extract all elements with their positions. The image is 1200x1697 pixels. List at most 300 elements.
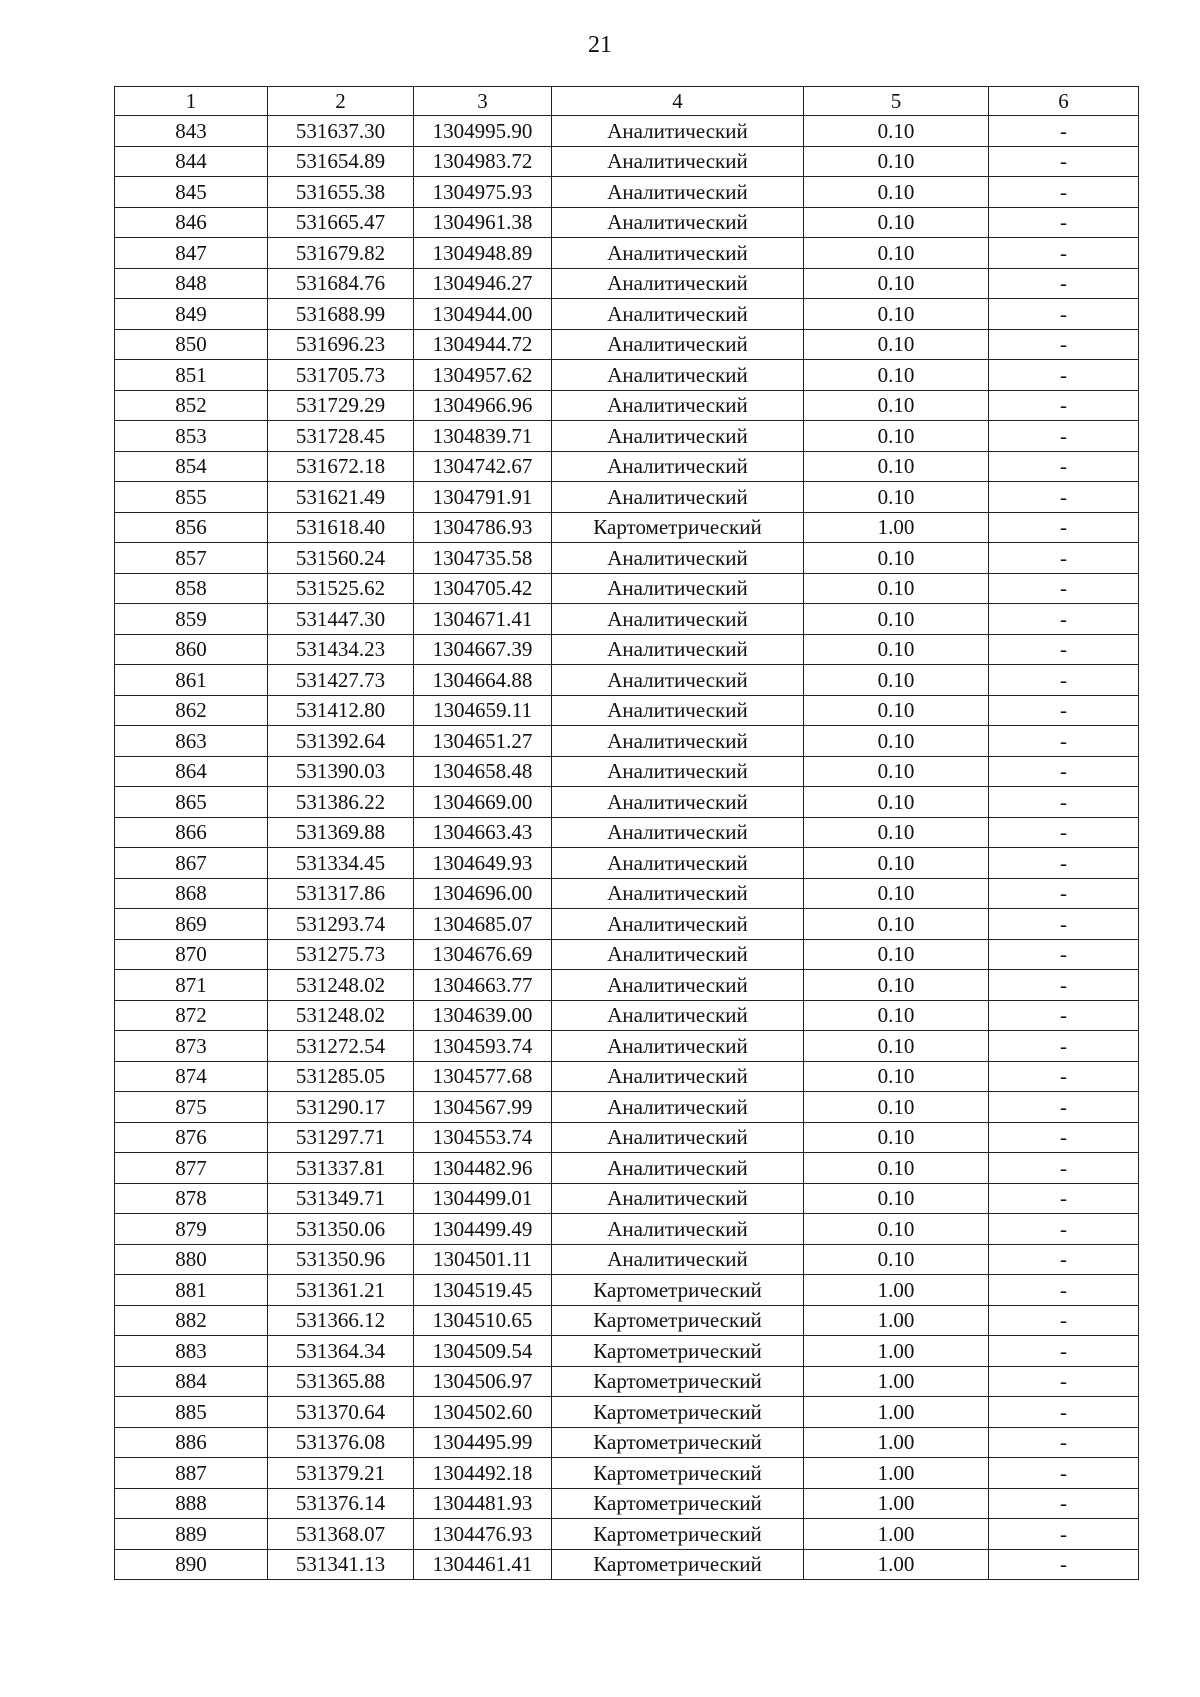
method-cell: Аналитический (552, 939, 804, 970)
table-row (115, 1549, 1139, 1580)
y-coordinate-cell: 1304742.67 (414, 451, 552, 482)
x-coordinate-cell: 531655.38 (268, 177, 414, 208)
y-coordinate-cell: 1304791.91 (414, 482, 552, 513)
table-row (115, 1519, 1139, 1550)
accuracy-cell: 0.10 (804, 1031, 989, 1062)
note-cell: - (989, 573, 1139, 604)
x-coordinate-cell: 531688.99 (268, 299, 414, 330)
x-coordinate-cell: 531654.89 (268, 146, 414, 177)
point-number-cell: 869 (115, 909, 268, 940)
accuracy-cell: 0.10 (804, 1122, 989, 1153)
x-coordinate-cell: 531525.62 (268, 573, 414, 604)
point-number-cell: 861 (115, 665, 268, 696)
point-number-cell: 867 (115, 848, 268, 879)
x-coordinate-cell: 531621.49 (268, 482, 414, 513)
accuracy-cell: 0.10 (804, 665, 989, 696)
x-coordinate-cell: 531392.64 (268, 726, 414, 757)
accuracy-cell: 1.00 (804, 1458, 989, 1489)
accuracy-cell: 0.10 (804, 421, 989, 452)
x-coordinate-cell: 531297.71 (268, 1122, 414, 1153)
y-coordinate-cell: 1304659.11 (414, 695, 552, 726)
note-cell: - (989, 1275, 1139, 1306)
point-number-cell: 859 (115, 604, 268, 635)
note-cell: - (989, 1427, 1139, 1458)
column-header: 1 (115, 87, 268, 116)
accuracy-cell: 1.00 (804, 1427, 989, 1458)
x-coordinate-cell: 531293.74 (268, 909, 414, 940)
method-cell: Картометрический (552, 1427, 804, 1458)
method-cell: Аналитический (552, 360, 804, 391)
point-number-cell: 853 (115, 421, 268, 452)
note-cell: - (989, 878, 1139, 909)
accuracy-cell: 0.10 (804, 878, 989, 909)
accuracy-cell: 0.10 (804, 1183, 989, 1214)
table-row (115, 360, 1139, 391)
note-cell: - (989, 1244, 1139, 1275)
point-number-cell: 868 (115, 878, 268, 909)
y-coordinate-cell: 1304509.54 (414, 1336, 552, 1367)
y-coordinate-cell: 1304669.00 (414, 787, 552, 818)
y-coordinate-cell: 1304499.49 (414, 1214, 552, 1245)
table-row (115, 573, 1139, 604)
y-coordinate-cell: 1304663.77 (414, 970, 552, 1001)
point-number-cell: 851 (115, 360, 268, 391)
y-coordinate-cell: 1304995.90 (414, 116, 552, 147)
method-cell: Аналитический (552, 177, 804, 208)
y-coordinate-cell: 1304492.18 (414, 1458, 552, 1489)
method-cell: Аналитический (552, 665, 804, 696)
accuracy-cell: 0.10 (804, 909, 989, 940)
table-row (115, 787, 1139, 818)
point-number-cell: 848 (115, 268, 268, 299)
x-coordinate-cell: 531729.29 (268, 390, 414, 421)
method-cell: Аналитический (552, 390, 804, 421)
note-cell: - (989, 451, 1139, 482)
method-cell: Аналитический (552, 146, 804, 177)
y-coordinate-cell: 1304685.07 (414, 909, 552, 940)
note-cell: - (989, 1305, 1139, 1336)
method-cell: Аналитический (552, 1092, 804, 1123)
table-row (115, 1092, 1139, 1123)
table-row (115, 1305, 1139, 1336)
table-row (115, 1275, 1139, 1306)
table-row (115, 299, 1139, 330)
point-number-cell: 854 (115, 451, 268, 482)
method-cell: Аналитический (552, 604, 804, 635)
note-cell: - (989, 909, 1139, 940)
coordinates-table (114, 86, 1139, 1580)
accuracy-cell: 0.10 (804, 329, 989, 360)
point-number-cell: 877 (115, 1153, 268, 1184)
accuracy-cell: 1.00 (804, 1366, 989, 1397)
y-coordinate-cell: 1304495.99 (414, 1427, 552, 1458)
note-cell: - (989, 543, 1139, 574)
column-header: 3 (414, 87, 552, 116)
table-row (115, 207, 1139, 238)
x-coordinate-cell: 531705.73 (268, 360, 414, 391)
x-coordinate-cell: 531379.21 (268, 1458, 414, 1489)
method-cell: Аналитический (552, 207, 804, 238)
method-cell: Картометрический (552, 1549, 804, 1580)
note-cell: - (989, 848, 1139, 879)
note-cell: - (989, 1092, 1139, 1123)
table-row (115, 1061, 1139, 1092)
column-header: 5 (804, 87, 989, 116)
accuracy-cell: 0.10 (804, 756, 989, 787)
note-cell: - (989, 665, 1139, 696)
method-cell: Картометрический (552, 1519, 804, 1550)
method-cell: Аналитический (552, 634, 804, 665)
y-coordinate-cell: 1304667.39 (414, 634, 552, 665)
x-coordinate-cell: 531337.81 (268, 1153, 414, 1184)
accuracy-cell: 0.10 (804, 1244, 989, 1275)
note-cell: - (989, 695, 1139, 726)
accuracy-cell: 0.10 (804, 939, 989, 970)
accuracy-cell: 0.10 (804, 299, 989, 330)
table-row (115, 726, 1139, 757)
method-cell: Аналитический (552, 878, 804, 909)
point-number-cell: 864 (115, 756, 268, 787)
table-row (115, 634, 1139, 665)
table-row (115, 1244, 1139, 1275)
method-cell: Аналитический (552, 1153, 804, 1184)
method-cell: Аналитический (552, 1214, 804, 1245)
table-body (115, 116, 1139, 1580)
point-number-cell: 863 (115, 726, 268, 757)
accuracy-cell: 1.00 (804, 1305, 989, 1336)
table-row (115, 878, 1139, 909)
y-coordinate-cell: 1304839.71 (414, 421, 552, 452)
method-cell: Аналитический (552, 909, 804, 940)
method-cell: Аналитический (552, 451, 804, 482)
y-coordinate-cell: 1304502.60 (414, 1397, 552, 1428)
accuracy-cell: 0.10 (804, 1000, 989, 1031)
point-number-cell: 880 (115, 1244, 268, 1275)
x-coordinate-cell: 531672.18 (268, 451, 414, 482)
x-coordinate-cell: 531275.73 (268, 939, 414, 970)
y-coordinate-cell: 1304696.00 (414, 878, 552, 909)
point-number-cell: 878 (115, 1183, 268, 1214)
table-row (115, 1336, 1139, 1367)
note-cell: - (989, 268, 1139, 299)
accuracy-cell: 0.10 (804, 1214, 989, 1245)
y-coordinate-cell: 1304705.42 (414, 573, 552, 604)
point-number-cell: 887 (115, 1458, 268, 1489)
x-coordinate-cell: 531361.21 (268, 1275, 414, 1306)
method-cell: Аналитический (552, 848, 804, 879)
x-coordinate-cell: 531412.80 (268, 695, 414, 726)
x-coordinate-cell: 531317.86 (268, 878, 414, 909)
table-row (115, 1183, 1139, 1214)
accuracy-cell: 0.10 (804, 634, 989, 665)
point-number-cell: 888 (115, 1488, 268, 1519)
table-row (115, 1366, 1139, 1397)
y-coordinate-cell: 1304944.00 (414, 299, 552, 330)
method-cell: Аналитический (552, 1031, 804, 1062)
x-coordinate-cell: 531665.47 (268, 207, 414, 238)
y-coordinate-cell: 1304983.72 (414, 146, 552, 177)
y-coordinate-cell: 1304553.74 (414, 1122, 552, 1153)
point-number-cell: 856 (115, 512, 268, 543)
method-cell: Картометрический (552, 1275, 804, 1306)
accuracy-cell: 0.10 (804, 970, 989, 1001)
note-cell: - (989, 1183, 1139, 1214)
accuracy-cell: 0.10 (804, 451, 989, 482)
table-row (115, 451, 1139, 482)
point-number-cell: 883 (115, 1336, 268, 1367)
note-cell: - (989, 1336, 1139, 1367)
table-row (115, 329, 1139, 360)
x-coordinate-cell: 531334.45 (268, 848, 414, 879)
table-row (115, 482, 1139, 513)
y-coordinate-cell: 1304664.88 (414, 665, 552, 696)
method-cell: Аналитический (552, 268, 804, 299)
accuracy-cell: 0.10 (804, 1092, 989, 1123)
note-cell: - (989, 299, 1139, 330)
note-cell: - (989, 360, 1139, 391)
note-cell: - (989, 726, 1139, 757)
method-cell: Картометрический (552, 1336, 804, 1367)
page-number: 21 (588, 32, 612, 58)
table-row (115, 1427, 1139, 1458)
note-cell: - (989, 1397, 1139, 1428)
table-row (115, 1153, 1139, 1184)
x-coordinate-cell: 531376.08 (268, 1427, 414, 1458)
y-coordinate-cell: 1304735.58 (414, 543, 552, 574)
accuracy-cell: 1.00 (804, 1397, 989, 1428)
y-coordinate-cell: 1304506.97 (414, 1366, 552, 1397)
note-cell: - (989, 116, 1139, 147)
accuracy-cell: 0.10 (804, 482, 989, 513)
accuracy-cell: 0.10 (804, 146, 989, 177)
note-cell: - (989, 1153, 1139, 1184)
table-row (115, 604, 1139, 635)
table-header-row (115, 87, 1139, 116)
table-row (115, 1122, 1139, 1153)
point-number-cell: 882 (115, 1305, 268, 1336)
method-cell: Аналитический (552, 970, 804, 1001)
method-cell: Аналитический (552, 543, 804, 574)
note-cell: - (989, 146, 1139, 177)
y-coordinate-cell: 1304501.11 (414, 1244, 552, 1275)
note-cell: - (989, 1549, 1139, 1580)
accuracy-cell: 1.00 (804, 1275, 989, 1306)
y-coordinate-cell: 1304948.89 (414, 238, 552, 269)
note-cell: - (989, 634, 1139, 665)
x-coordinate-cell: 531386.22 (268, 787, 414, 818)
x-coordinate-cell: 531365.88 (268, 1366, 414, 1397)
x-coordinate-cell: 531434.23 (268, 634, 414, 665)
y-coordinate-cell: 1304476.93 (414, 1519, 552, 1550)
note-cell: - (989, 1488, 1139, 1519)
y-coordinate-cell: 1304639.00 (414, 1000, 552, 1031)
x-coordinate-cell: 531369.88 (268, 817, 414, 848)
method-cell: Аналитический (552, 116, 804, 147)
note-cell: - (989, 207, 1139, 238)
table-row (115, 1000, 1139, 1031)
table-row (115, 1214, 1139, 1245)
method-cell: Аналитический (552, 573, 804, 604)
method-cell: Аналитический (552, 329, 804, 360)
accuracy-cell: 0.10 (804, 848, 989, 879)
method-cell: Аналитический (552, 299, 804, 330)
method-cell: Аналитический (552, 726, 804, 757)
point-number-cell: 889 (115, 1519, 268, 1550)
table-row (115, 817, 1139, 848)
accuracy-cell: 0.10 (804, 207, 989, 238)
note-cell: - (989, 177, 1139, 208)
y-coordinate-cell: 1304671.41 (414, 604, 552, 635)
accuracy-cell: 0.10 (804, 116, 989, 147)
x-coordinate-cell: 531684.76 (268, 268, 414, 299)
accuracy-cell: 0.10 (804, 390, 989, 421)
point-number-cell: 858 (115, 573, 268, 604)
note-cell: - (989, 817, 1139, 848)
accuracy-cell: 1.00 (804, 1549, 989, 1580)
point-number-cell: 845 (115, 177, 268, 208)
method-cell: Аналитический (552, 1061, 804, 1092)
table-row (115, 848, 1139, 879)
method-cell: Картометрический (552, 1458, 804, 1489)
y-coordinate-cell: 1304481.93 (414, 1488, 552, 1519)
note-cell: - (989, 1214, 1139, 1245)
y-coordinate-cell: 1304786.93 (414, 512, 552, 543)
x-coordinate-cell: 531285.05 (268, 1061, 414, 1092)
accuracy-cell: 1.00 (804, 1488, 989, 1519)
point-number-cell: 855 (115, 482, 268, 513)
point-number-cell: 886 (115, 1427, 268, 1458)
y-coordinate-cell: 1304975.93 (414, 177, 552, 208)
point-number-cell: 870 (115, 939, 268, 970)
y-coordinate-cell: 1304966.96 (414, 390, 552, 421)
accuracy-cell: 0.10 (804, 360, 989, 391)
table-row (115, 116, 1139, 147)
accuracy-cell: 0.10 (804, 1061, 989, 1092)
y-coordinate-cell: 1304649.93 (414, 848, 552, 879)
point-number-cell: 843 (115, 116, 268, 147)
table-row (115, 146, 1139, 177)
x-coordinate-cell: 531728.45 (268, 421, 414, 452)
x-coordinate-cell: 531447.30 (268, 604, 414, 635)
table-row (115, 1397, 1139, 1428)
note-cell: - (989, 512, 1139, 543)
y-coordinate-cell: 1304676.69 (414, 939, 552, 970)
method-cell: Аналитический (552, 1183, 804, 1214)
x-coordinate-cell: 531341.13 (268, 1549, 414, 1580)
x-coordinate-cell: 531696.23 (268, 329, 414, 360)
x-coordinate-cell: 531427.73 (268, 665, 414, 696)
table-row (115, 268, 1139, 299)
x-coordinate-cell: 531248.02 (268, 1000, 414, 1031)
y-coordinate-cell: 1304593.74 (414, 1031, 552, 1062)
x-coordinate-cell: 531272.54 (268, 1031, 414, 1062)
point-number-cell: 849 (115, 299, 268, 330)
y-coordinate-cell: 1304461.41 (414, 1549, 552, 1580)
method-cell: Картометрический (552, 1366, 804, 1397)
note-cell: - (989, 939, 1139, 970)
method-cell: Аналитический (552, 756, 804, 787)
accuracy-cell: 0.10 (804, 543, 989, 574)
note-cell: - (989, 390, 1139, 421)
note-cell: - (989, 329, 1139, 360)
method-cell: Аналитический (552, 1122, 804, 1153)
table-row (115, 1031, 1139, 1062)
x-coordinate-cell: 531290.17 (268, 1092, 414, 1123)
accuracy-cell: 0.10 (804, 695, 989, 726)
method-cell: Аналитический (552, 1000, 804, 1031)
note-cell: - (989, 421, 1139, 452)
note-cell: - (989, 1031, 1139, 1062)
method-cell: Аналитический (552, 1244, 804, 1275)
point-number-cell: 871 (115, 970, 268, 1001)
x-coordinate-cell: 531618.40 (268, 512, 414, 543)
point-number-cell: 847 (115, 238, 268, 269)
x-coordinate-cell: 531350.06 (268, 1214, 414, 1245)
method-cell: Аналитический (552, 817, 804, 848)
x-coordinate-cell: 531248.02 (268, 970, 414, 1001)
accuracy-cell: 0.10 (804, 787, 989, 818)
note-cell: - (989, 604, 1139, 635)
accuracy-cell: 1.00 (804, 1336, 989, 1367)
accuracy-cell: 0.10 (804, 268, 989, 299)
y-coordinate-cell: 1304944.72 (414, 329, 552, 360)
method-cell: Картометрический (552, 1488, 804, 1519)
y-coordinate-cell: 1304961.38 (414, 207, 552, 238)
x-coordinate-cell: 531560.24 (268, 543, 414, 574)
note-cell: - (989, 756, 1139, 787)
accuracy-cell: 0.10 (804, 177, 989, 208)
point-number-cell: 850 (115, 329, 268, 360)
x-coordinate-cell: 531376.14 (268, 1488, 414, 1519)
table-row (115, 1458, 1139, 1489)
point-number-cell: 872 (115, 1000, 268, 1031)
y-coordinate-cell: 1304499.01 (414, 1183, 552, 1214)
note-cell: - (989, 970, 1139, 1001)
table-row (115, 756, 1139, 787)
accuracy-cell: 0.10 (804, 817, 989, 848)
table-row (115, 695, 1139, 726)
accuracy-cell: 0.10 (804, 238, 989, 269)
note-cell: - (989, 1061, 1139, 1092)
x-coordinate-cell: 531370.64 (268, 1397, 414, 1428)
note-cell: - (989, 787, 1139, 818)
accuracy-cell: 1.00 (804, 1519, 989, 1550)
method-cell: Аналитический (552, 695, 804, 726)
point-number-cell: 866 (115, 817, 268, 848)
method-cell: Картометрический (552, 1397, 804, 1428)
x-coordinate-cell: 531679.82 (268, 238, 414, 269)
point-number-cell: 879 (115, 1214, 268, 1245)
y-coordinate-cell: 1304482.96 (414, 1153, 552, 1184)
method-cell: Аналитический (552, 421, 804, 452)
note-cell: - (989, 1122, 1139, 1153)
y-coordinate-cell: 1304567.99 (414, 1092, 552, 1123)
point-number-cell: 865 (115, 787, 268, 818)
table-row (115, 909, 1139, 940)
y-coordinate-cell: 1304519.45 (414, 1275, 552, 1306)
column-header: 2 (268, 87, 414, 116)
x-coordinate-cell: 531637.30 (268, 116, 414, 147)
point-number-cell: 857 (115, 543, 268, 574)
method-cell: Картометрический (552, 1305, 804, 1336)
table-row (115, 390, 1139, 421)
point-number-cell: 860 (115, 634, 268, 665)
table-row (115, 238, 1139, 269)
table-row (115, 512, 1139, 543)
point-number-cell: 890 (115, 1549, 268, 1580)
x-coordinate-cell: 531349.71 (268, 1183, 414, 1214)
method-cell: Аналитический (552, 787, 804, 818)
